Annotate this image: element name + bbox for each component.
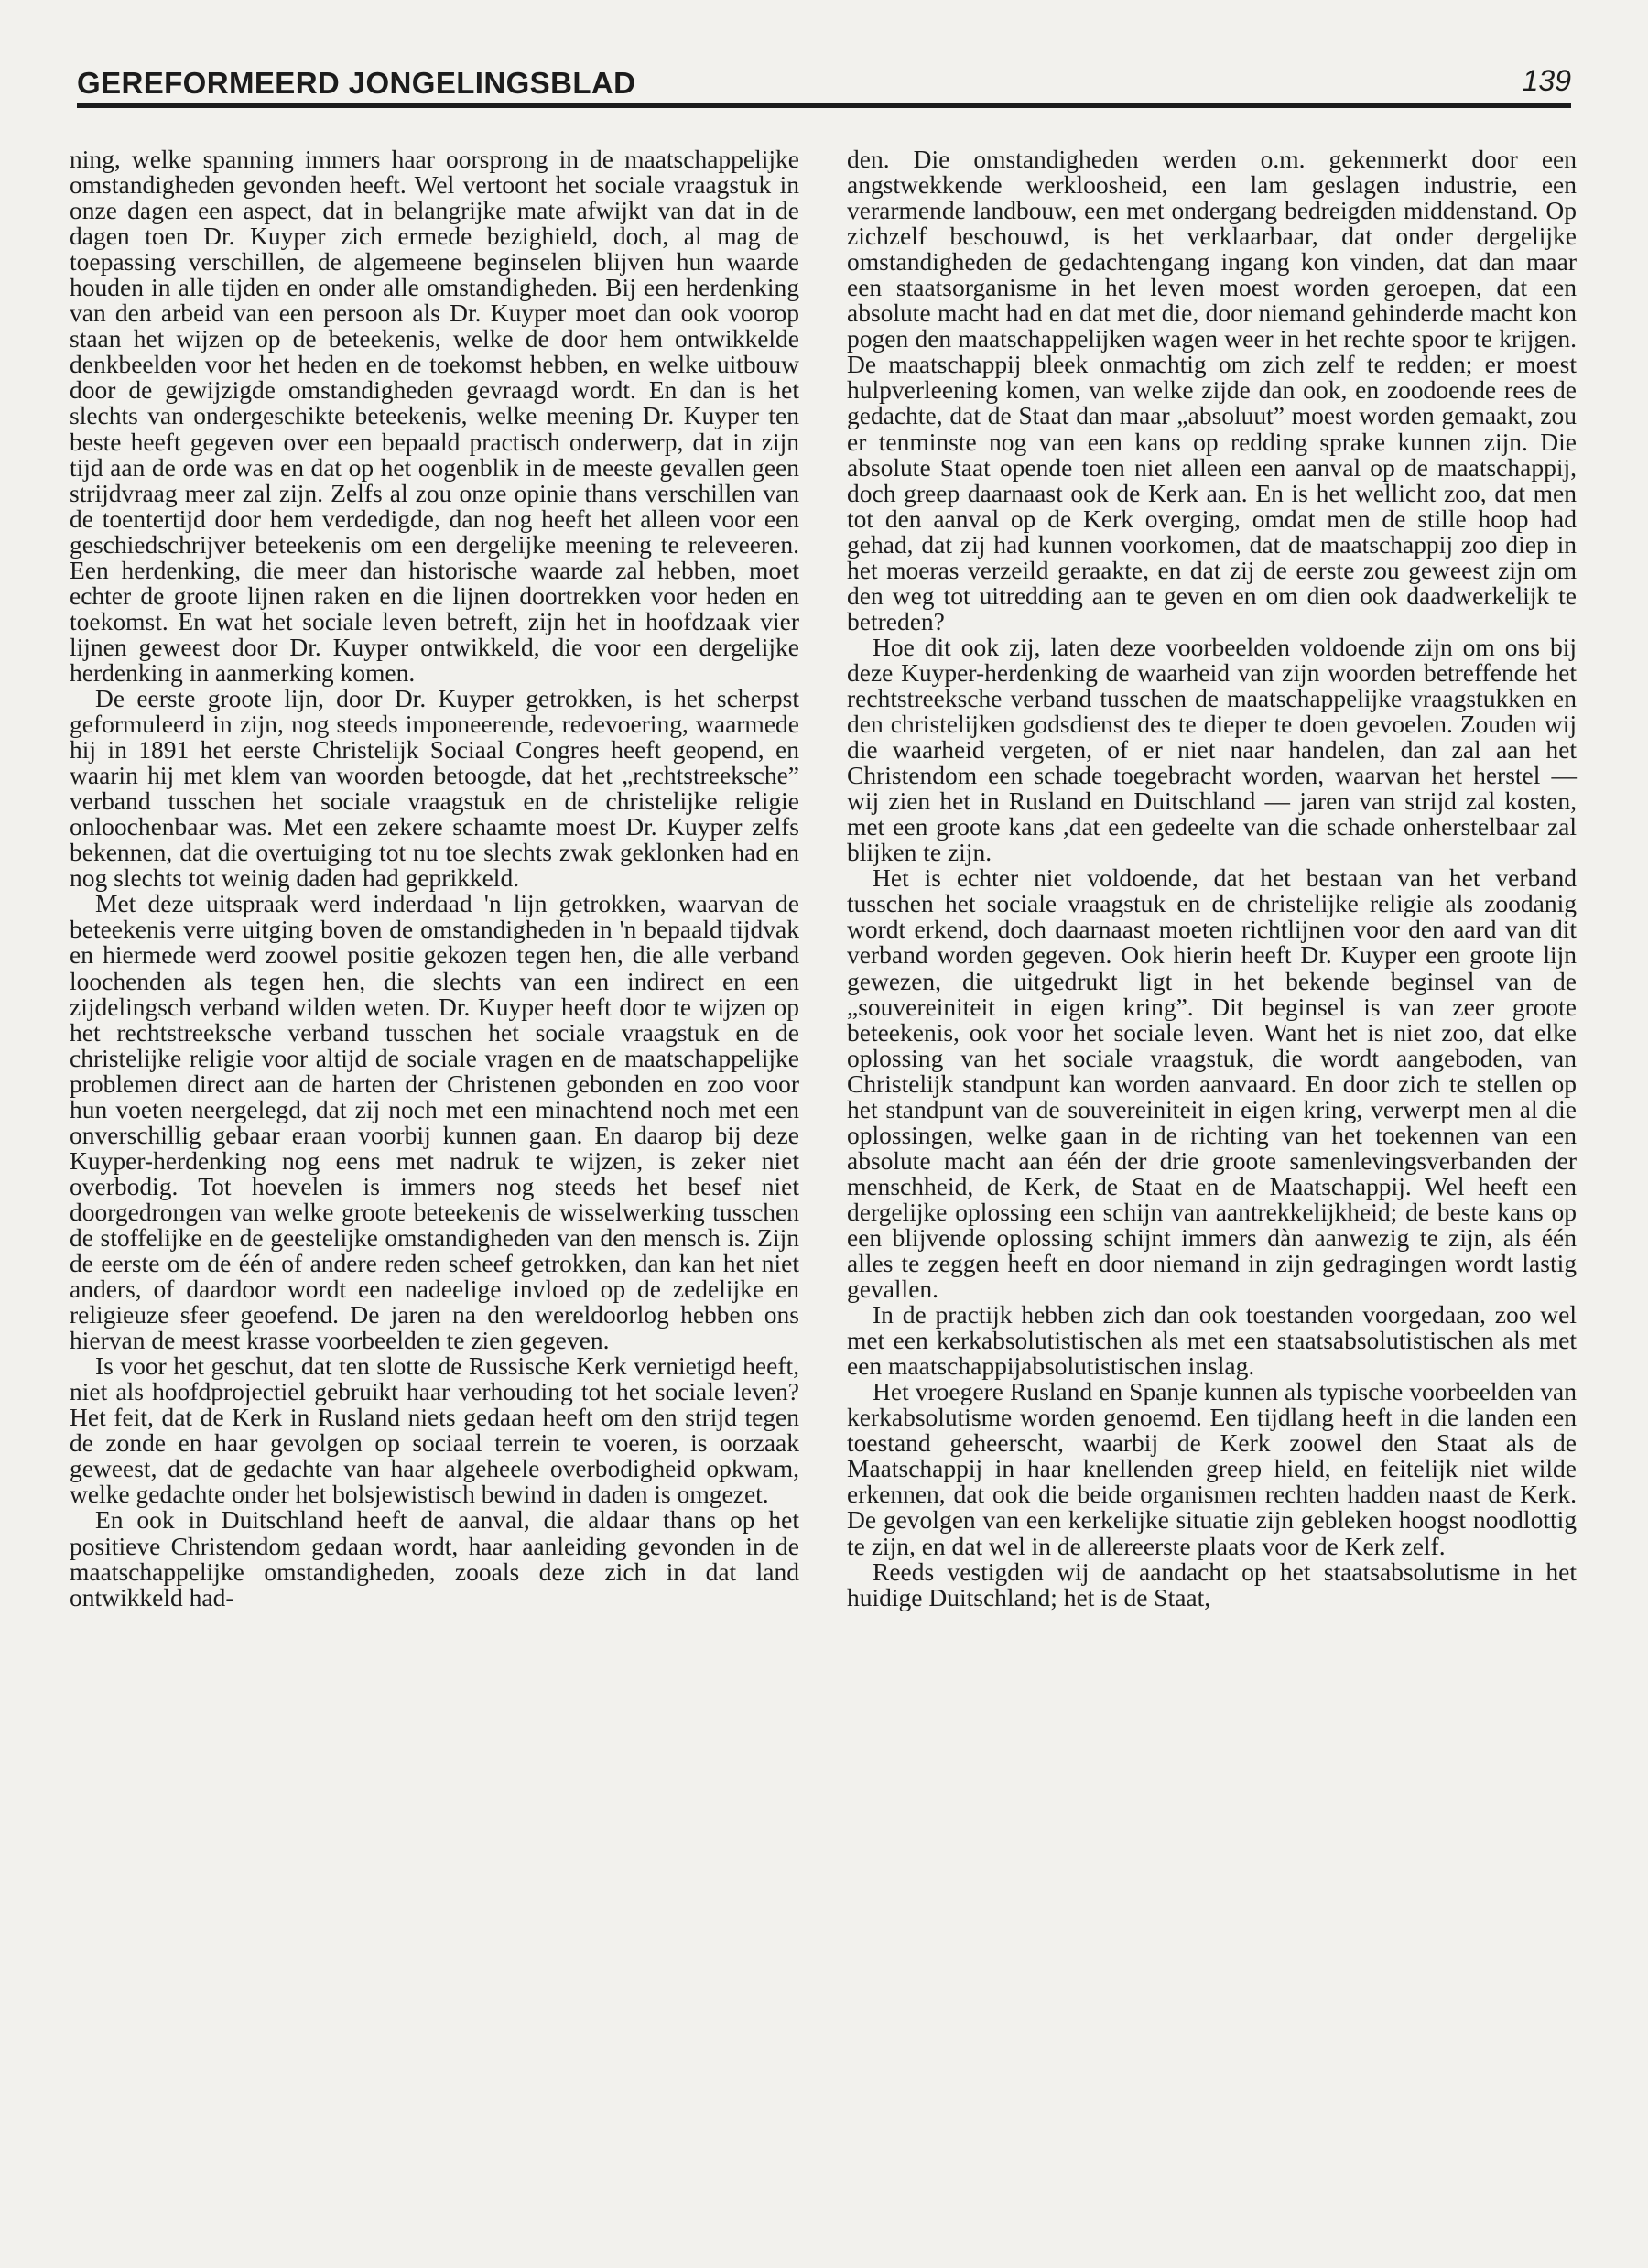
paragraph: In de practijk hebben zich dan ook toestanden voorgedaan, zoo wel met een kerkabsolutistischen als met een staatsabsolutistischen als met een maatschappijabsolutistischen inslag. [847,1300,1577,1381]
paragraph: Hoe dit ook zij, laten deze voorbeelden voldoende zijn om ons bij deze Kuyper-herdenking de waarheid van zijn woorden betreffende het rechtstreeksche verband tusschen de maatschappelijke vraagstukken en den christelijken godsdienst des te dieper te doen gevoelen. Zouden wij die waarheid vergeten, of er niet naar handelen, dan zal aan het Christendom een schade toegebracht worden, waarvan het herstel — wij zien het in Rusland en Duitschland — jaren van strijd zal kosten, met een groote kans ,dat een gedeelte van die schade onherstelbaar zal blijken te zijn. [847,632,1577,867]
paragraph: Met deze uitspraak werd inderdaad 'n lijn getrokken, waarvan de beteekenis verre uitging boven de omstandigheden in 'n bepaald tijdvak en hiermede werd zoowel positie gekozen tegen hen, die alle verband loochenden als tegen hen, die slechts van een indirect en een zijdelingsch verband wilden weten. Dr. Kuyper heeft door te wijzen op het rechtstreeksche verband tusschen het sociale vraagstuk en de christelijke religie voor altijd de sociale vragen en de maatschappelijke problemen direct aan de harten der Christenen gebonden en zoo voor hun voeten neergelegd, dat zij noch met een minachtend noch met een onverschillig gebaar eraan voorbij kunnen gaan. En daarop bij deze Kuyper-herdenking nog eens met nadruk te wijzen, is zeker niet overbodig. Tot hoevelen is immers nog steeds het besef niet doorgedrongen van welke groote beteekenis de wisselwerking tusschen de stoffelijke en de geestelijke omstandigheden van den mensch is. Zijn de eerste om de één of andere reden scheef getrokken, dan kan het niet anders, of daardoor wordt een nadeelige invloed op de zedelijke en religieuze sfeer geoefend. De jaren na den wereldoorlog hebben ons hiervan de meest krasse voorbeelden te zien gegeven. [70,889,799,1355]
header-rule [77,103,1571,108]
page-header [77,59,1571,110]
text-column-right [847,146,1577,1611]
paragraph: ning, welke spanning immers haar oorsprong in de maatschappelijke omstandigheden gevonden heeft. Wel vertoont het sociale vraagstuk in onze dagen een aspect, dat in belangrijke mate afwijkt van dat in de dagen toen Dr. Kuyper zich ermede bezighield, doch, al mag de toepassing verschillen, de algemeene beginselen blijven hun waarde houden in alle tijden en onder alle omstandigheden. Bij een herdenking van den arbeid van een persoon als Dr. Kuyper moet dan ook voorop staan het wijzen op de beteekenis, welke de door hem ontwikkelde denkbeelden voor het heden en de toekomst hebben, en welke uitbouw door de gewijzigde omstandigheden gevraagd wordt. En dan is het slechts van ondergeschikte beteekenis, welke meening Dr. Kuyper ten beste heeft gegeven over een bepaald practisch onderwerp, dat in zijn tijd aan de orde was en dat op het oogenblik in de meeste gevallen geen strijdvraag meer zal zijn. Zelfs al zou onze opinie thans verschillen van de toentertijd door hem verdedigde, dan nog heeft het alleen voor een geschiedschrijver beteekenis om een dergelijke meening te releveeren. Een herdenking, die meer dan historische waarde zal hebben, moet echter de groote lijnen raken en die lijnen doortrekken voor heden en toekomst. En wat het sociale leven betreft, zijn het in hoofdzaak vier lijnen geweest door Dr. Kuyper ontwikkeld, die voor een dergelijke herdenking in aanmerking komen. [70,145,799,687]
paragraph: De eerste groote lijn, door Dr. Kuyper getrokken, is het scherpst geformuleerd in zijn, nog steeds imponeerende, redevoering, waarmede hij in 1891 het eerste Christelijk Sociaal Congres heeft geopend, en waarin hij met klem van woorden betoogde, dat het „rechtstreeksche” verband tusschen het sociale vraagstuk en de christelijke religie onloochenbaar was. Met een zekere schaamte moest Dr. Kuyper zelfs bekennen, dat die overtuiging tot nu toe slechts zwak geklonken had en nog slechts tot weinig daden had geprikkeld. [70,683,799,893]
paragraph: Is voor het geschut, dat ten slotte de Russische Kerk vernietigd heeft, niet als hoofdprojectiel gebruikt haar verhouding tot het sociale leven? Het feit, dat de Kerk in Rusland niets gedaan heeft om den strijd tegen de zonde en haar gevolgen op sociaal terrein te voeren, is oorzaak geweest, dat de gedachte van haar algeheele overbodigheid opkwam, welke gedachte onder het bolsjewistisch bewind in daden is omgezet. [70,1351,799,1509]
paragraph: Het vroegere Rusland en Spanje kunnen als typische voorbeelden van kerkabsolutisme worden genoemd. Een tijdlang heeft in die landen een toestand geheerscht, waarbij de Kerk zoowel den Staat als de Maatschappij in haar knellenden greep hield, en feitelijk niet wilde erkennen, dat ook die beide organismen rechten hadden naast de Kerk. De gevolgen van een kerkelijke situatie zijn gebleken hoogst noodlottig te zijn, en dat wel in de allereerste plaats voor de Kerk zelf. [847,1377,1577,1560]
paragraph: Reeds vestigden wij de aandacht op het staatsabsolutisme in het huidige Duitschland; het is de Staat, [847,1557,1577,1611]
page-number: 139 [1522,64,1571,97]
paragraph: En ook in Duitschland heeft de aanval, die aldaar thans op het positieve Christendom gedaan wordt, haar aanleiding gevonden in de maatschappelijke omstandigheden, zooals deze zich in dat land ontwikkeld had- [70,1505,799,1611]
paragraph: den. Die omstandigheden werden o.m. gekenmerkt door een angstwekkende werkloosheid, een lam geslagen industrie, een verarmende landbouw, een met ondergang bedreigden middenstand. Op zichzelf beschouwd, is het verklaarbaar, dat onder dergelijke omstandigheden de gedachtengang ingang kon vinden, dat dan maar een staatsorganisme in het leven moest worden geroepen, dat een absolute macht had en dat met die, door niemand gehinderde macht kon pogen den maatschappelijken wagen weer in het rechte spoor te krijgen. De maatschappij bleek onmachtig om zich zelf te redden; er moest hulpverleening komen, van welke zijde dan ook, en zoodoende rees de gedachte, dat de Staat dan maar „absoluut” moest worden gemaakt, zou er tenminste nog van een kans op redding sprake kunnen zijn. Die absolute Staat opende toen niet alleen een aanval op de maatschappij, doch greep daarnaast ook de Kerk aan. En is het wellicht zoo, dat men tot den aanval op de Kerk overging, omdat men de stille hoop had gehad, dat zij had kunnen voorkomen, dat de maatschappij zoo diep in het moeras verzeild geraakte, en dat zij de eerste zou geweest zijn om den weg tot uitredding aan te geven en om dien ook daadwerkelijk te betreden? [847,145,1577,635]
text-column-left [70,146,799,1611]
journal-title: GEREFORMEERD JONGELINGSBLAD [77,66,636,100]
paragraph: Het is echter niet voldoende, dat het bestaan van het verband tusschen het sociale vraagstuk en de christelijke religie als zoodanig wordt erkend, doch daarnaast moeten richtlijnen voor den aard van dit verband worden gegeven. Ook hierin heeft Dr. Kuyper een groote lijn gewezen, die uitgedrukt ligt in het bekende beginsel van de „souvereiniteit in eigen kring”. Dit beginsel is van zeer groote beteekenis, ook voor het sociale leven. Want het is niet zoo, dat elke oplossing van het sociale vraagstuk, die wordt aangeboden, van Christelijk standpunt kan worden aanvaard. En door zich te stellen op het standpunt van de souvereiniteit in eigen kring, verwerpt men al die oplossingen, welke gaan in de richting van het toekennen van een absolute macht aan één der drie groote samenlevingsverbanden der menschheid, de Kerk, de Staat en de Maatschappij. Wel heeft een dergelijke oplossing een schijn van aantrekkelijkheid; de beste kans op een blijvende oplossing schijnt immers dàn aanwezig te zijn, als één alles te zeggen heeft en door niemand in zijn gedragingen wordt lastig gevallen. [847,863,1577,1304]
